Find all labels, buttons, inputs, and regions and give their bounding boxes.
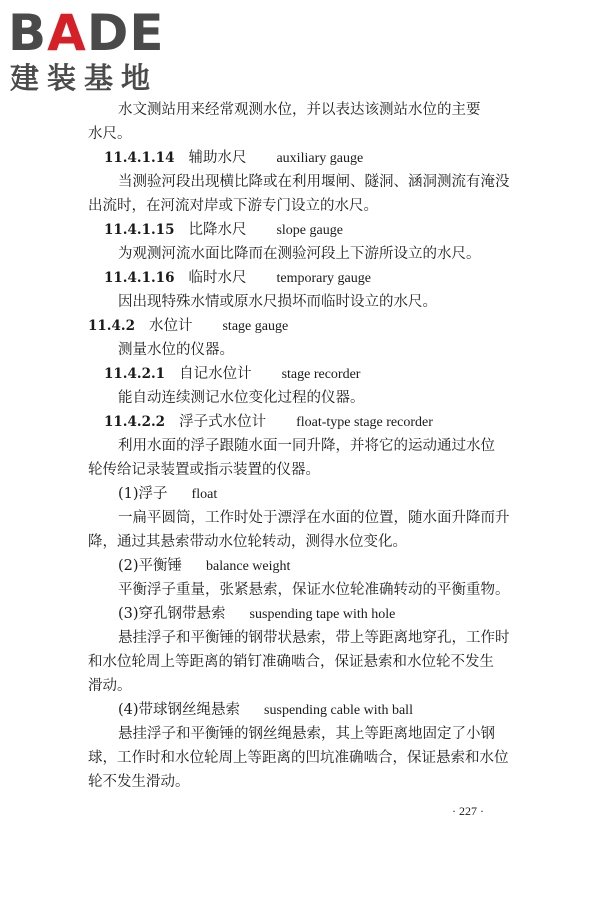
text-line: 降，通过其悬索带动水位轮转动，测得水位变化。 (88, 534, 407, 550)
text-line: 利用水面的浮子跟随水面一同升降，并将它的运动通过水位 (118, 438, 495, 454)
term-heading (88, 410, 518, 434)
text-line: 球，工作时和水位轮周上等距离的凹坑准确啮合，保证悬索和水位 (88, 750, 509, 766)
text-line: 水尺。 (88, 126, 132, 142)
text-line: 水文测站用来经常观测水位，并以表达该测站水位的主要 (118, 102, 481, 118)
term-heading (88, 146, 518, 170)
text-line: 悬挂浮子和平衡锤的钢丝绳悬索，其上等距离地固定了小钢 (118, 726, 495, 742)
term-number: 11.4.1.15 (104, 222, 175, 238)
term-number: 11.4.2 (88, 318, 135, 334)
sub-item-label: (3)穿孔钢带悬索 (118, 606, 226, 622)
text-line: 一扁平圆筒，工作时处于漂浮在水面的位置，随水面升降而升 (118, 510, 510, 526)
text-line: 出流时，在河流对岸或下游专门设立的水尺。 (88, 198, 378, 214)
term-heading (88, 362, 518, 386)
sub-item-english: suspending tape with hole (249, 607, 396, 622)
term-heading (88, 218, 518, 242)
sub-item-label: (2)平衡锤 (118, 558, 183, 574)
page-number: · 227 · (452, 804, 484, 818)
document-body (88, 98, 518, 794)
sub-item-heading (88, 602, 518, 626)
text-line: 轮不发生滑动。 (88, 774, 190, 790)
sub-item-label: (4)带球钢丝绳悬索 (118, 702, 241, 718)
text-line: 滑动。 (88, 678, 132, 694)
text-line: 为观测河流水面比降而在测验河段上下游所设立的水尺。 (118, 246, 481, 262)
text-line: 测量水位的仪器。 (118, 342, 234, 358)
sub-item-label: (1)浮子 (118, 486, 168, 502)
term-chinese: 临时水尺 (188, 270, 247, 286)
text-line: 悬挂浮子和平衡锤的钢带状悬索，带上等距离地穿孔，工作时 (118, 630, 510, 646)
term-chinese: 水位计 (148, 318, 193, 334)
term-chinese: 比降水尺 (188, 222, 247, 238)
term-number: 11.4.1.14 (104, 150, 175, 166)
logo-letter-a: A (47, 4, 87, 62)
term-heading (88, 314, 518, 338)
logo (8, 6, 178, 96)
sub-item-english: float (191, 487, 218, 502)
term-number: 11.4.2.2 (104, 414, 166, 430)
term-chinese: 自记水位计 (179, 366, 252, 382)
term-english: auxiliary gauge (276, 151, 364, 166)
term-chinese: 辅助水尺 (188, 150, 247, 166)
term-english: temporary gauge (276, 271, 371, 286)
logo-subtitle: 建装基地 (10, 61, 159, 95)
logo-letter-b: B (8, 4, 48, 62)
text-line: 因出现特殊水情或原水尺损坏而临时设立的水尺。 (118, 294, 437, 310)
text-line: 当测验河段出现横比降或在利用堰闸、隧洞、涵洞测流有淹没 (118, 174, 510, 190)
sub-item-english: suspending cable with ball (264, 703, 413, 718)
term-number: 11.4.1.16 (104, 270, 175, 286)
sub-item-heading (88, 554, 518, 578)
sub-item-heading (88, 482, 518, 506)
term-heading (88, 266, 518, 290)
text-line: 能自动连续测记水位变化过程的仪器。 (118, 390, 365, 406)
term-chinese: 浮子式水位计 (179, 414, 267, 430)
term-number: 11.4.2.1 (104, 366, 166, 382)
text-line: 和水位轮周上等距离的销钉准确啮合，保证悬索和水位轮不发生 (88, 654, 494, 670)
term-english: stage gauge (222, 319, 289, 334)
logo-wordmark (8, 6, 165, 60)
term-english: slope gauge (276, 223, 343, 238)
term-english: float-type stage recorder (296, 415, 433, 430)
logo-letters-de: DE (86, 4, 165, 62)
text-line: 平衡浮子重量，张紧悬索，保证水位轮准确转动的平衡重物。 (118, 582, 510, 598)
sub-item-english: balance weight (206, 559, 291, 574)
sub-item-heading (88, 698, 518, 722)
text-line: 轮传给记录装置或指示装置的仪器。 (88, 462, 320, 478)
term-english: stage recorder (281, 367, 361, 382)
